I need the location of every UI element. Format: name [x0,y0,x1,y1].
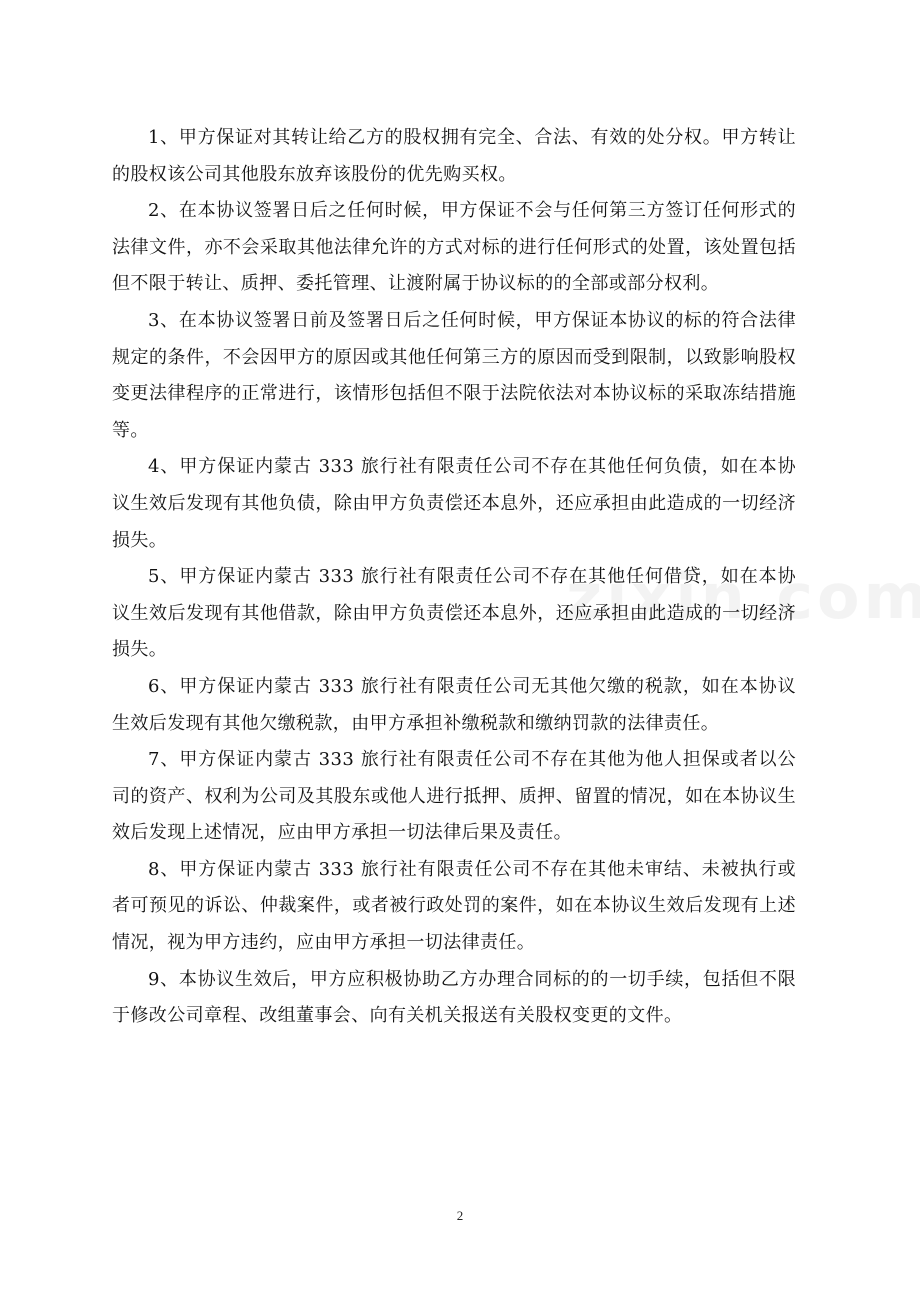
clause-paragraph-8: 8、甲方保证内蒙古 333 旅行社有限责任公司不存在其他未审结、未被执行或者可预见的诉讼、仲裁案件，或者被行政处罚的案件，如在本协议生效后发现有上述情况，视为甲方违约，应由甲方承担一切法律责任。 [112,858,796,954]
clause-paragraph-6: 6、甲方保证内蒙古 333 旅行社有限责任公司无其他欠缴的税款，如在本协议生效后发现有其他欠缴税款，由甲方承担补缴税款和缴纳罚款的法律责任。 [112,675,796,734]
clause-paragraph-7: 7、甲方保证内蒙古 333 旅行社有限责任公司不存在其他为他人担保或者以公司的资产、权利为公司及其股东或他人进行抵押、质押、留置的情况，如在本协议生效后发现上述情况，应由甲方承担一切法律后果及责任。 [112,749,796,844]
clause-paragraph-3: 3、在本协议签署日前及签署日后之任何时候，甲方保证本协议的标的符合法律规定的条件，不会因甲方的原因或其他任何第三方的原因而受到限制，以致影响股权变更法律程序的正常进行，该情形包括但不限于法院依法对本协议标的采取冻结措施等。 [112,309,796,441]
clause-paragraph-1: 1、甲方保证对其转让给乙方的股权拥有完全、合法、有效的处分权。甲方转让的股权该公司其他股东放弃该股份的优先购买权。 [112,127,796,185]
watermark [566,560,920,633]
clause-paragraph-4: 4、甲方保证内蒙古 333 旅行社有限责任公司不存在其他任何负债，如在本协议生效后发现有其他负债，除由甲方负责偿还本息外，还应承担由此造成的一切经济损失。 [112,456,796,551]
clause-paragraph-9: 9、本协议生效后，甲方应积极协助乙方办理合同标的的一切手续，包括但不限于修改公司章程、改组董事会、向有关机关报送有关股权变更的文件。 [112,968,796,1027]
clause-paragraph-2: 2、在本协议签署日后之任何时候，甲方保证不会与任何第三方签订任何形式的法律文件，亦不会采取其他法律允许的方式对标的进行任何形式的处置，该处置包括但不限于转让、质押、委托管理、让渡附属于协议标的的全部或部分权利。 [112,200,796,295]
page-number: 2 [456,1208,464,1223]
clause-paragraph-5: 5、甲方保证内蒙古 333 旅行社有限责任公司不存在其他任何借贷，如在本协议生效后发现有其他借款，除由甲方负责偿还本息外，还应承担由此造成的一切经济损失。 [112,566,796,661]
